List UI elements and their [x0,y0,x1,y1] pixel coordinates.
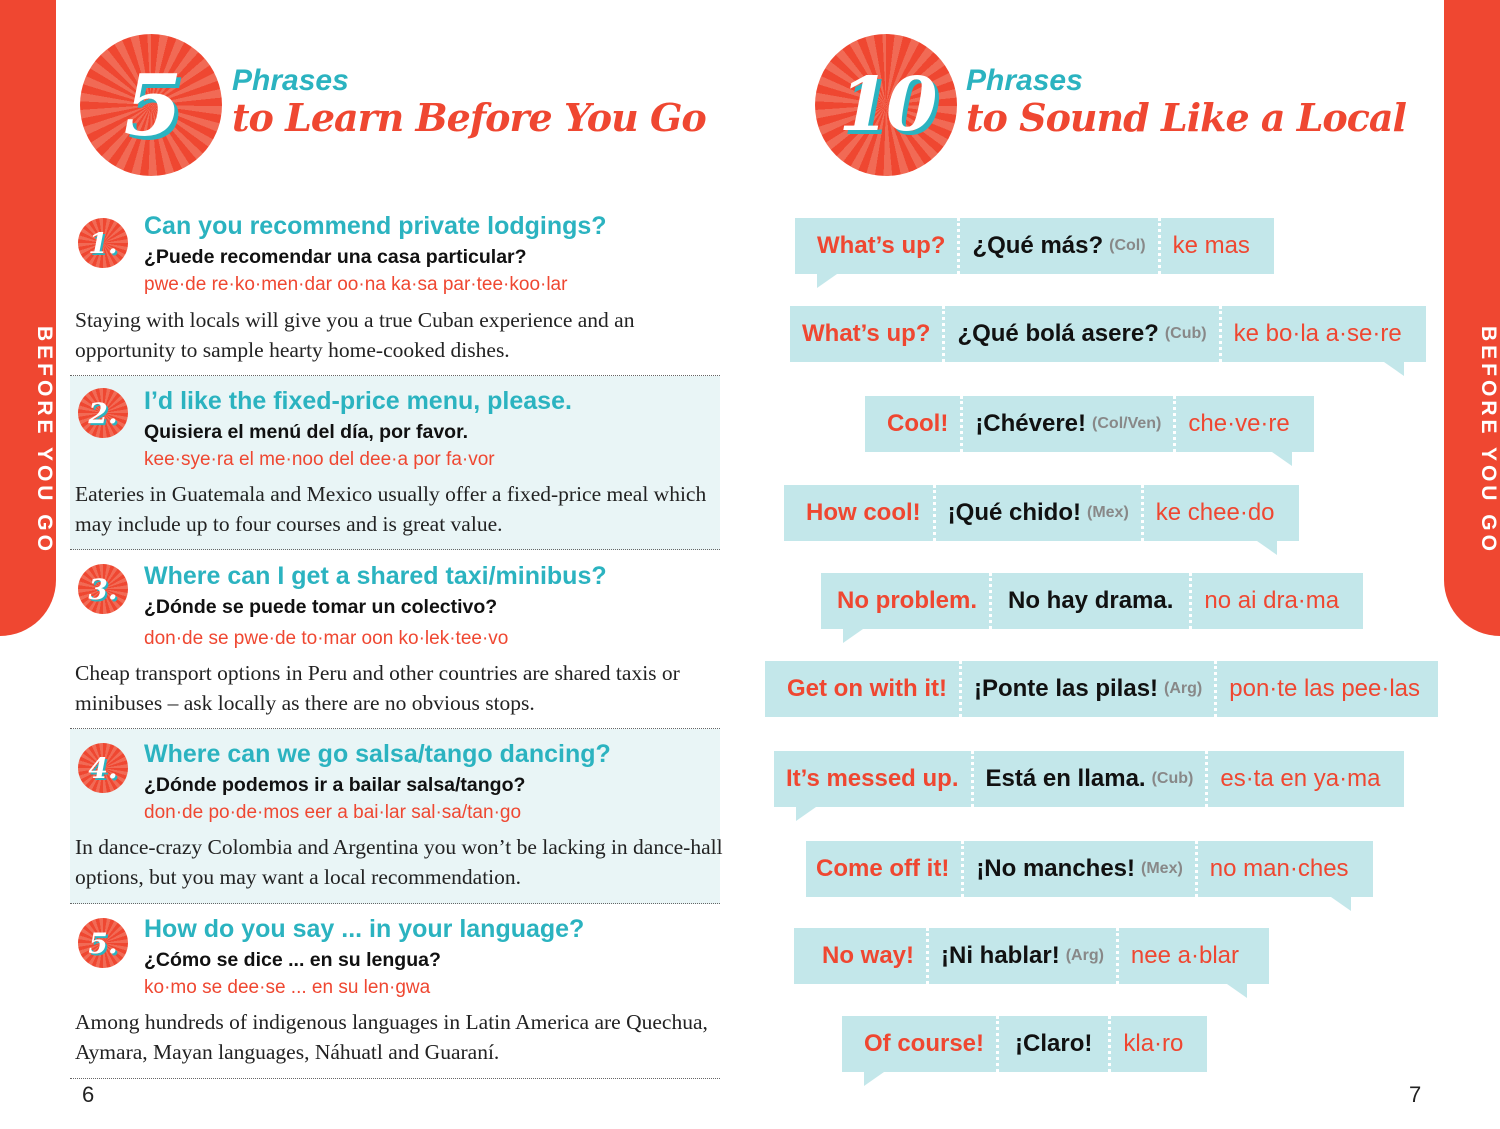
phrase-bubble [794,928,1269,984]
bubble-english: It’s messed up. [786,765,959,792]
country-tag: (Col/Ven) [1092,415,1162,432]
bubble-pronunciation: ke chee·do [1141,485,1299,541]
phrase-spanish: ¿Cómo se dice ... en su lengua? [144,949,441,971]
bubble-tail [1227,984,1247,998]
phrase-bubble [842,1016,1207,1072]
bubble-spanish [926,928,1116,984]
bubble-tail [843,629,863,643]
phrase-spanish: ¿Dónde podemos ir a bailar salsa/tango? [144,774,526,796]
page-heading-right [966,66,1406,140]
phrase-bubble [795,218,1274,274]
country-tag: (Col) [1109,237,1146,254]
phrase-description: Cheap transport options in Peru and other countries are shared taxis or minibuses – ask locally as there are no obvious stops. [75,661,680,715]
phrase-bubble [806,841,1373,897]
bubble-tail [1257,541,1277,555]
bubble-spanish-text: ¡Chévere! [975,410,1087,437]
phrase-pronunciation: don·de se pwe·de to·mar oon ko·lek·tee·vo [144,628,509,649]
badge-number: 10 [838,62,934,148]
phrase-item-5 [70,904,720,1079]
bubble-spanish [957,218,1157,274]
number-circle: 3. [78,564,128,614]
bubble-pronunciation: kla·ro [1108,1016,1207,1072]
bubble-tail [864,1072,884,1086]
bubble-spanish-text: Está en llama. [985,765,1146,792]
phrase-pronunciation: pwe·de re·ko·men·dar oo·na ka·sa par·tee·koo·lar [144,274,568,295]
side-tab-right [1444,0,1500,636]
phrase-bubble [784,485,1299,541]
phrase-item-2 [70,376,720,550]
country-tag: (Mex) [1141,860,1183,877]
divider [70,1078,720,1079]
badge-number: 5 [123,55,179,155]
page-number-left: 6 [82,1082,95,1107]
bubble-spanish [996,1016,1108,1072]
country-tag: (Arg) [1164,680,1203,697]
phrase-spanish: ¿Puede recomendar una casa particular? [144,246,527,268]
country-tag: (Cub) [1164,325,1207,342]
bubble-spanish [960,396,1173,452]
phrase-bubble [765,661,1438,717]
phrase-pronunciation: kee·sye·ra el me·noo del dee·a por fa·vor [144,449,495,470]
bubble-english: What’s up? [802,320,931,347]
bubble-spanish-text: ¡Qué chido! [947,499,1081,526]
bubble-spanish-text: ¡No manches! [976,855,1136,882]
number-circle: 4. [78,743,128,793]
phrase-pronunciation: don·de po·de·mos eer a bai·lar sal·sa/tan·go [144,802,522,823]
phrase-description: In dance-crazy Colombia and Argentina you won’t be lacking in dance-hall options, but you may want a local recommendation. [75,835,723,889]
number-circle: 2. [78,388,128,438]
heading-small: Phrases [232,64,349,97]
bubble-english: Come off it! [816,855,950,882]
phrase-bubble [774,751,1404,807]
bubble-spanish-text: ¿Qué bolá asere? [957,320,1159,347]
heading-big: to Sound Like a Local [966,95,1406,140]
phrase-pronunciation: ko·mo se dee·se ... en su len·gwa [144,977,431,998]
bubble-english: How cool! [806,499,921,526]
bubble-spanish [933,485,1141,541]
bubble-tail [1384,362,1404,376]
phrase-item-1 [70,208,720,376]
phrase-spanish: ¿Dónde se puede tomar un colectivo? [144,596,498,618]
number-circle: 1. [78,218,128,268]
bubble-pronunciation: no man·ches [1195,841,1373,897]
phrase-question: Where can we go salsa/tango dancing? [144,740,611,768]
bubble-english: What’s up? [817,232,946,259]
bubble-english: No way! [822,942,915,969]
phrase-description: Eateries in Guatemala and Mexico usually offer a fixed-price meal which may include up to four courses and is great value. [75,482,707,536]
country-tag: (Mex) [1086,504,1129,521]
bubble-tail [1331,897,1351,911]
number-badge-right [815,34,957,176]
bubble-pronunciation: che·ve·re [1173,396,1313,452]
bubble-english: No problem. [837,587,978,614]
bubble-spanish [959,661,1214,717]
side-tab-left [0,0,56,636]
phrase-description: Among hundreds of indigenous languages in Latin America are Quechua, Aymara, Mayan languages, Náhuatl and Guaraní. [75,1010,708,1064]
bubble-pronunciation: es·ta en ya·ma [1205,751,1404,807]
country-tag: (Arg) [1065,947,1104,964]
phrase-item-4 [70,729,723,904]
number-badge-left [80,34,222,176]
phrase-bubble [821,573,1363,629]
bubble-spanish [971,751,1206,807]
bubble-tail [817,274,837,288]
heading-small: Phrases [966,64,1083,97]
bubble-spanish-text: ¡Ni hablar! [941,942,1060,969]
bubble-spanish-text: No hay drama. [1008,587,1174,614]
country-tag: (Cub) [1151,770,1194,787]
phrase-bubble [865,396,1314,452]
side-tab-label: BEFORE YOU GO [1477,326,1500,555]
bubble-english: Of course! [864,1030,985,1057]
page-number-right: 7 [1409,1082,1422,1107]
bubble-spanish-text: ¡Claro! [1015,1030,1093,1057]
bubble-spanish-text: ¿Qué más? [972,232,1104,259]
bubble-spanish [942,306,1218,362]
bubble-spanish [961,841,1194,897]
phrase-question: How do you say ... in your language? [144,915,585,943]
bubble-tail [1272,452,1292,466]
bubble-spanish [989,573,1189,629]
bubble-pronunciation: nee a·blar [1116,928,1269,984]
bubble-pronunciation: no ai dra·ma [1189,573,1363,629]
phrase-description: Staying with locals will give you a true Cuban experience and an opportunity to sample hearty home-cooked dishes. [75,308,635,362]
bubble-pronunciation: ke bo·la a·se·re [1219,306,1426,362]
page-heading-left [232,66,706,140]
bubble-spanish-text: ¡Ponte las pilas! [973,675,1159,702]
side-tab-label: BEFORE YOU GO [33,326,56,555]
phrase-question: Can you recommend private lodgings? [144,212,607,240]
heading-big: to Learn Before You Go [232,95,706,140]
phrase-spanish: Quisiera el menú del día, por favor. [144,421,469,443]
phrase-bubble [790,306,1426,362]
bubble-pronunciation: pon·te las pee·las [1214,661,1438,717]
bubble-english: Get on with it! [787,675,947,702]
bubble-tail [796,807,816,821]
bubble-english: Cool! [887,410,949,437]
phrase-question: I’d like the fixed-price menu, please. [144,387,572,415]
bubble-pronunciation: ke mas [1158,218,1274,274]
phrase-question: Where can I get a shared taxi/minibus? [144,562,607,590]
phrase-item-3 [70,550,720,729]
number-circle: 5. [78,918,128,968]
